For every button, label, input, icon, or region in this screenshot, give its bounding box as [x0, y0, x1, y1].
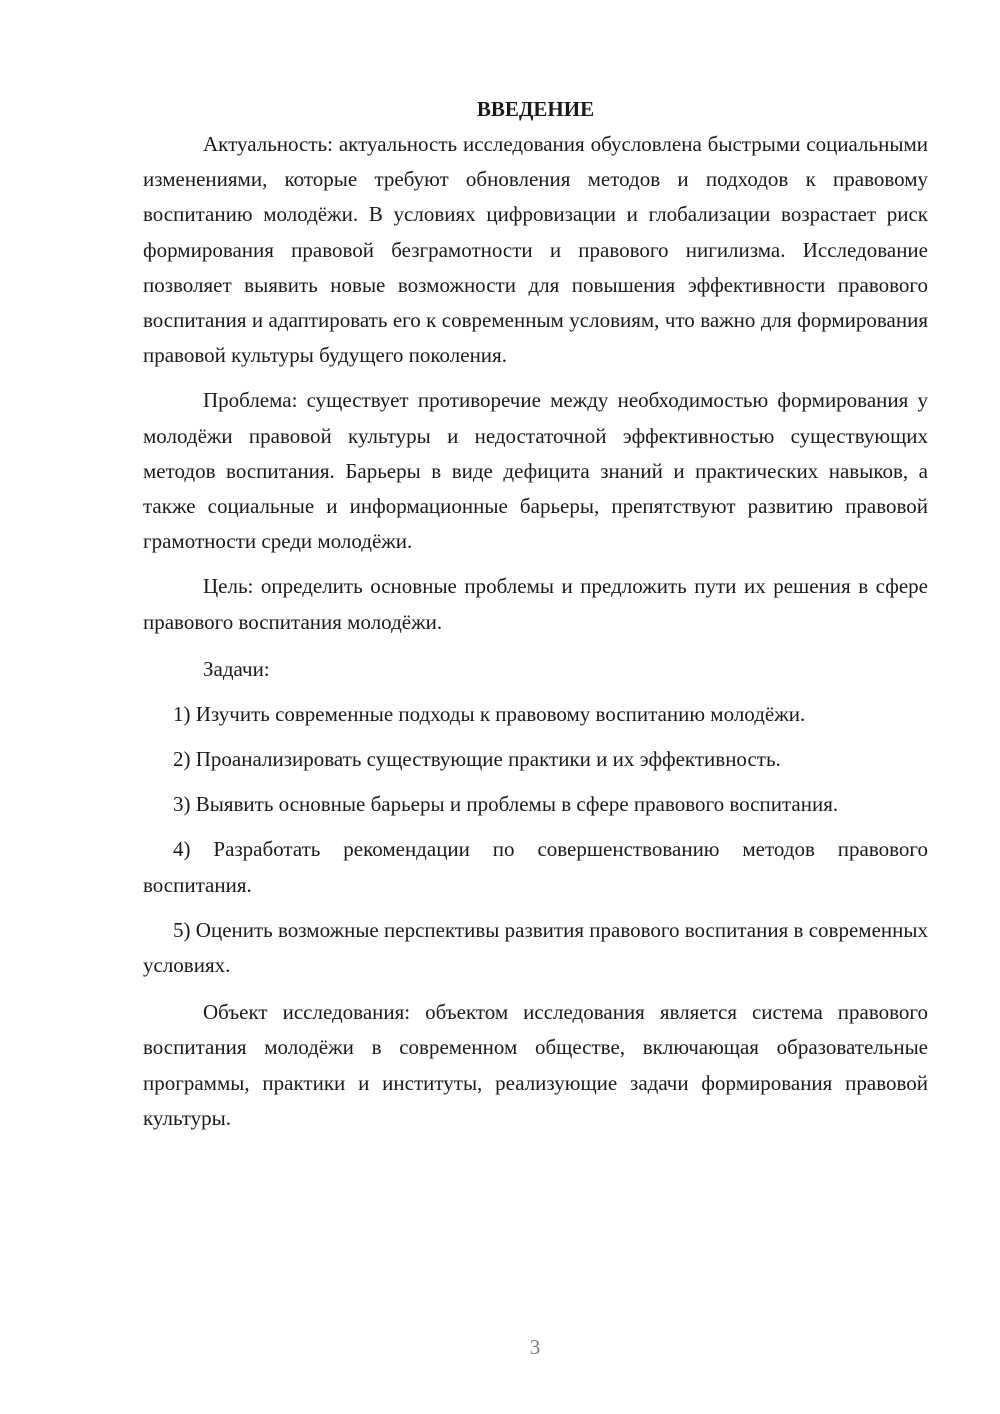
- relevance-paragraph: Актуальность: актуальность исследования обусловлена быстрыми социальными изменениями, которые требуют обновления методов и подходов к правовому воспитанию молодёжи. В условиях цифровизации и глобализации возрастает риск формирования правовой безграмотности и правового нигилизма. Исследование позволяет выявить новые возможности для повышения эффективности правового воспитания и адаптировать его к современным условиям, что важно для формирования правовой культуры будущего поколения.: [143, 132, 928, 368]
- task-item: 2) Проанализировать существующие практики и их эффективность.: [173, 747, 781, 772]
- tasks-list: [143, 697, 928, 983]
- page-number: 3: [529, 1335, 541, 1359]
- task-item: 5) Оценить возможные перспективы развития правового воспитания в современных условиях.: [143, 917, 928, 978]
- tasks-heading: Задачи:: [203, 656, 270, 681]
- task-item: 1) Изучить современные подходы к правовому воспитанию молодёжи.: [173, 701, 806, 726]
- page-title: ВВЕДЕНИЕ: [476, 97, 595, 121]
- task-item: 4) Разработать рекомендации по совершенствованию методов правового воспитания.: [143, 837, 928, 897]
- object-paragraph: Объект исследования: объектом исследования является система правового воспитания молодёжи в современном обществе, включающая образовательные программы, практики и институты, реализующие задачи формирования правовой культуры.: [143, 1000, 928, 1130]
- task-item: 3) Выявить основные барьеры и проблемы в сфере правового воспитания.: [173, 792, 839, 817]
- goal-paragraph: Цель: определить основные проблемы и предложить пути их решения в сфере правового воспитания молодёжи.: [143, 574, 928, 634]
- document-page: [143, 92, 928, 1136]
- problem-paragraph: Проблема: существует противоречие между необходимостью формирования у молодёжи правовой культуры и недостаточной эффективностью существующих методов воспитания. Барьеры в виде дефицита знаний и практических навыков, а также социальные и информационные барьеры, препятствуют развитию правовой грамотности среди молодёжи.: [143, 388, 928, 554]
